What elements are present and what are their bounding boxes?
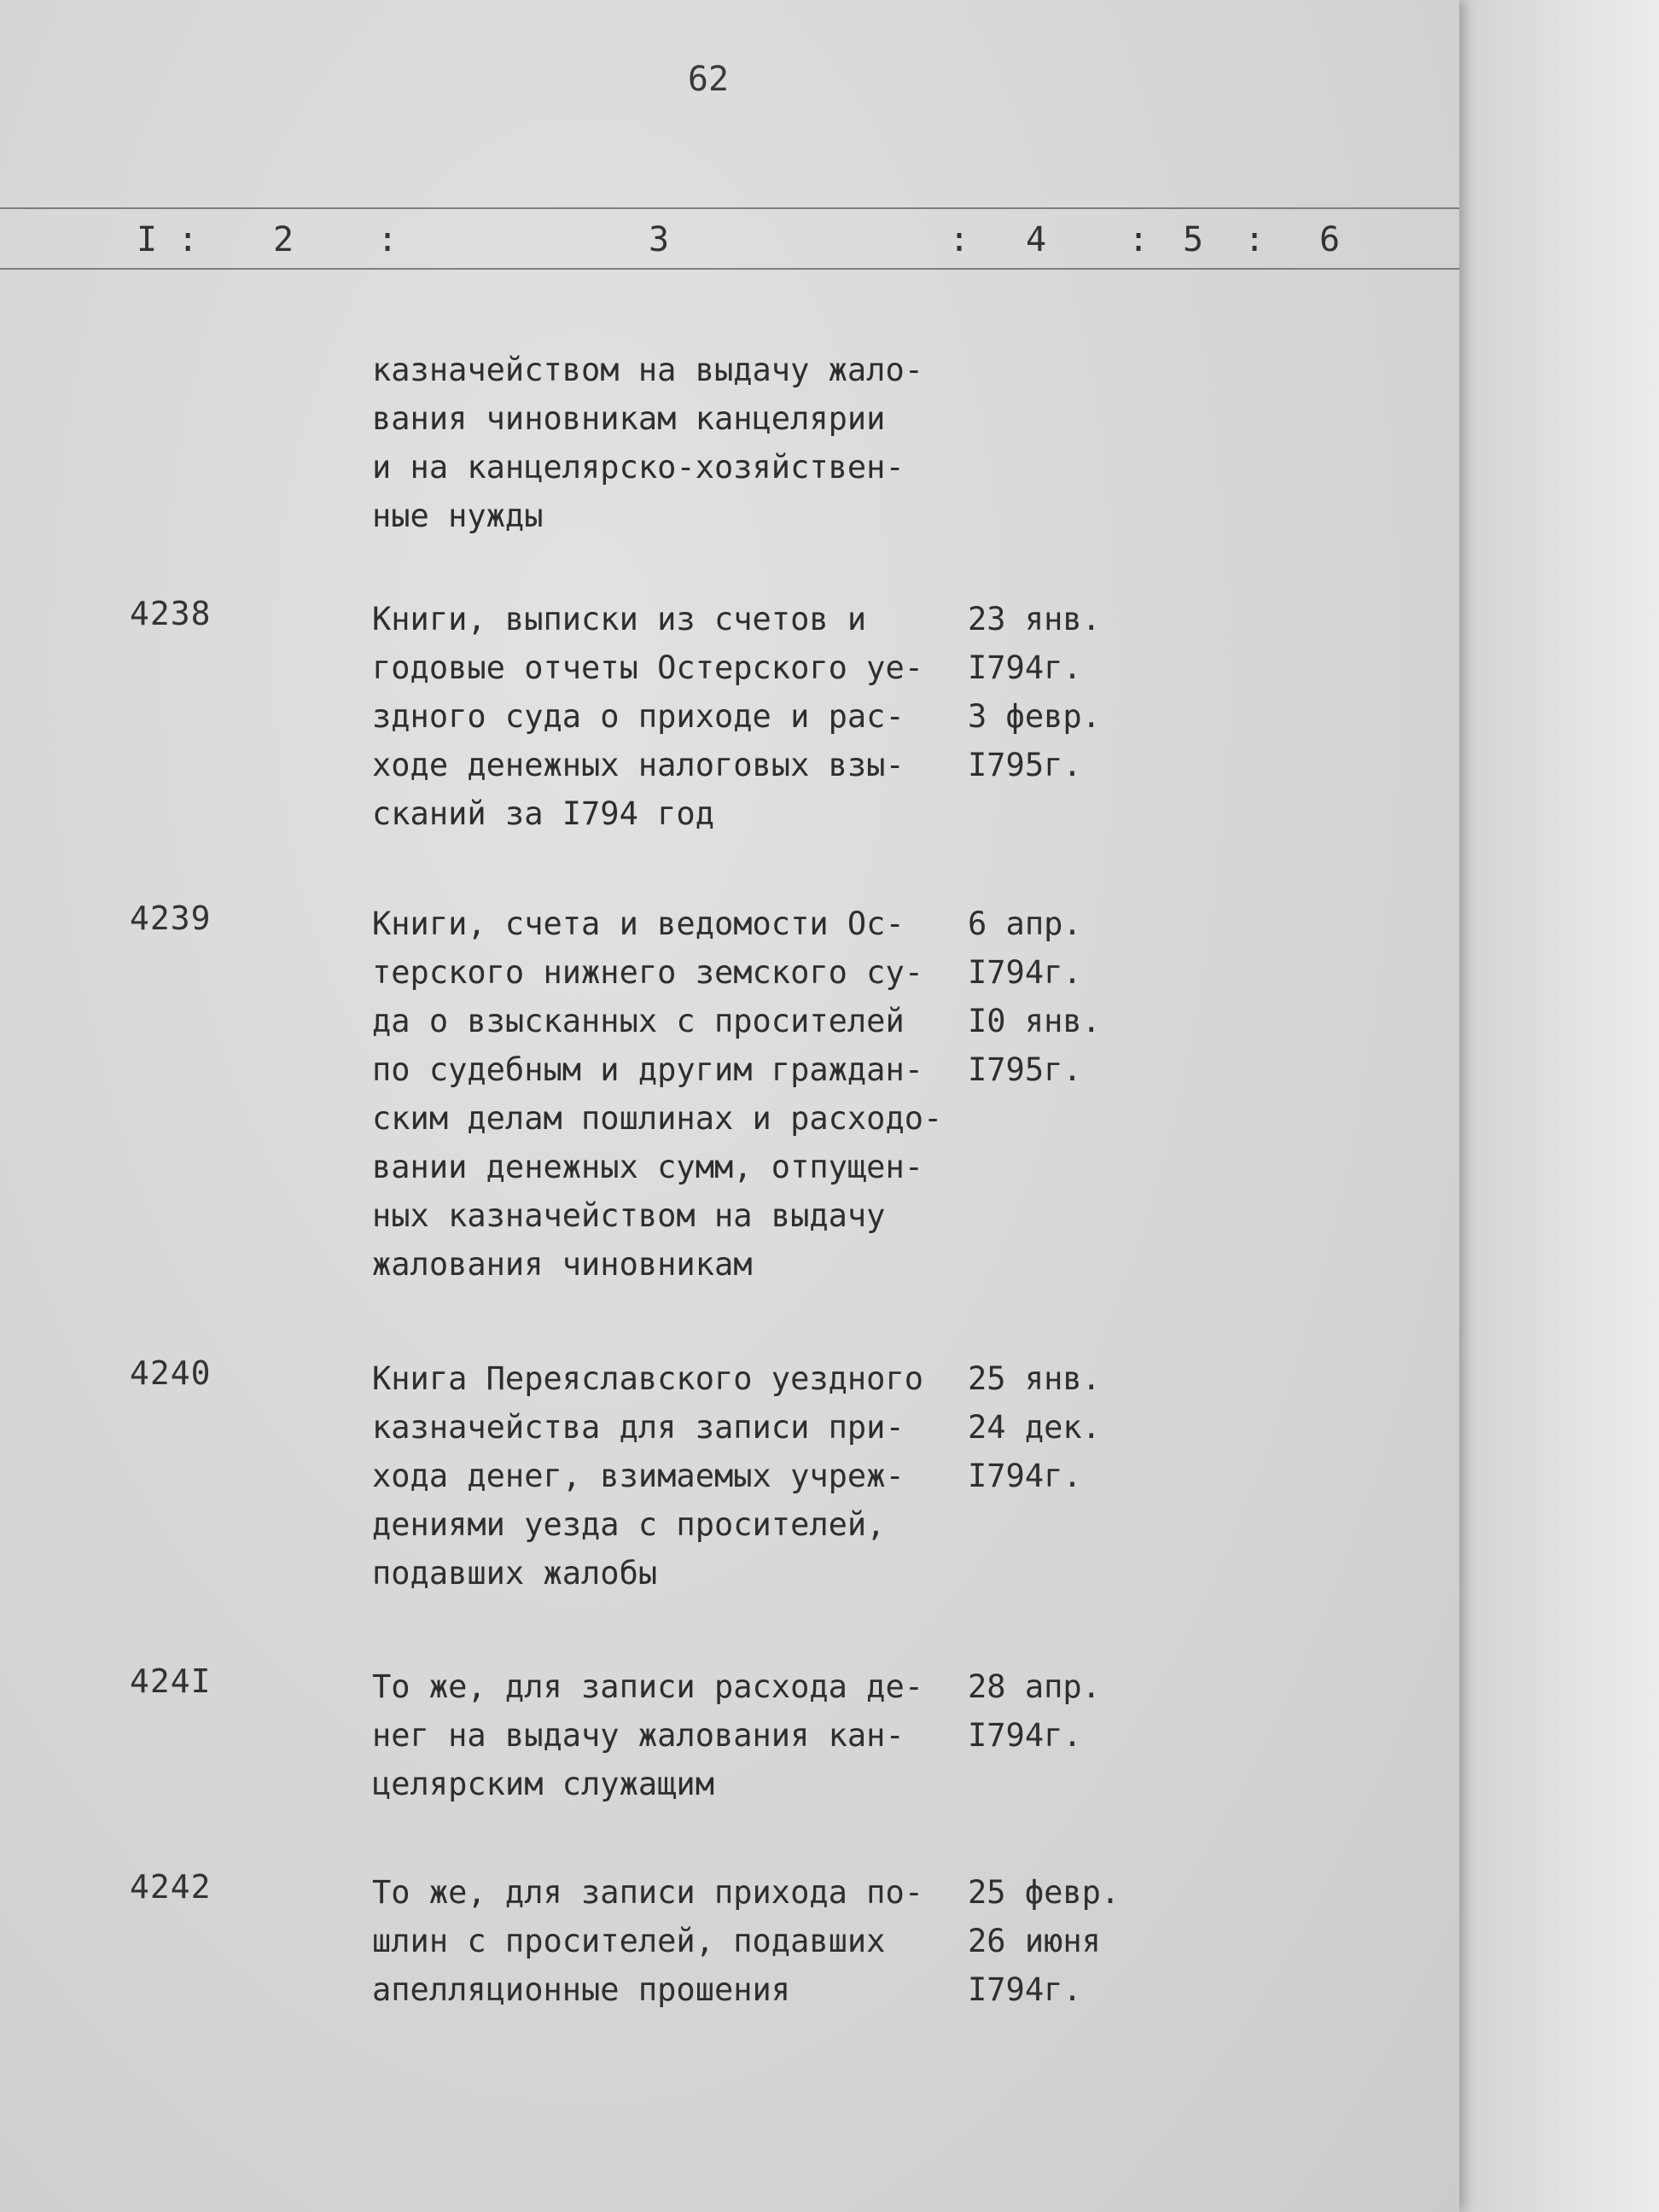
date-line: 23 янв. bbox=[968, 601, 1101, 637]
date-line: I795г. bbox=[968, 747, 1082, 783]
description-line: ходе денежных налоговых взы- bbox=[372, 747, 905, 783]
description-line: жалования чиновникам bbox=[372, 1246, 753, 1283]
description-line: Книги, выписки из счетов и bbox=[372, 601, 867, 637]
description-line: казначейства для записи при- bbox=[372, 1409, 905, 1446]
entry-number: 4240 bbox=[130, 1354, 212, 1392]
description-line: ные нужды bbox=[372, 498, 544, 534]
description-line: ским делам пошлинах и расходо- bbox=[372, 1100, 943, 1137]
header-rule-top bbox=[0, 207, 1459, 209]
column-number-5: 5 bbox=[1183, 220, 1204, 259]
description-line: Книги, счета и ведомости Ос- bbox=[372, 905, 905, 942]
underlying-page bbox=[1434, 0, 1659, 2212]
description-line: ных казначейством на выдачу bbox=[372, 1197, 886, 1234]
column-separator: : bbox=[1244, 220, 1266, 259]
description-line: Книга Переяславского уездного bbox=[372, 1360, 924, 1397]
column-number-4: 4 bbox=[1026, 220, 1047, 259]
description-line: шлин с просителей, подавших bbox=[372, 1923, 886, 1959]
header-rule-bottom bbox=[0, 268, 1459, 270]
entry-description bbox=[372, 1868, 969, 2014]
description-line: казначейством на выдачу жало- bbox=[372, 352, 924, 388]
date-line: 6 апр. bbox=[968, 905, 1082, 942]
date-line: I794г. bbox=[968, 1458, 1082, 1494]
description-line: и на канцелярско-хозяйствен- bbox=[372, 449, 905, 486]
column-separator: : bbox=[949, 220, 970, 259]
date-line: I795г. bbox=[968, 1051, 1082, 1088]
entry-dates bbox=[968, 1354, 1155, 1500]
column-number-3: 3 bbox=[649, 220, 670, 259]
entry-dates bbox=[968, 595, 1155, 789]
page-number: 62 bbox=[687, 60, 730, 99]
date-line: 28 апр. bbox=[968, 1668, 1101, 1705]
date-line: 24 дек. bbox=[968, 1409, 1101, 1446]
description-line: вания чиновникам канцелярии bbox=[372, 400, 886, 437]
description-line: целярским служащим bbox=[372, 1766, 714, 1802]
date-line: I794г. bbox=[968, 1717, 1082, 1754]
date-line: I794г. bbox=[968, 954, 1082, 991]
description-line: вании денежных сумм, отпущен- bbox=[372, 1149, 924, 1185]
description-line: дениями уезда с просителей, bbox=[372, 1506, 886, 1543]
description-line: подавших жалобы bbox=[372, 1555, 658, 1592]
date-line: 3 февр. bbox=[968, 698, 1101, 735]
date-line: I0 янв. bbox=[968, 1003, 1101, 1039]
description-line: То же, для записи прихода по- bbox=[372, 1874, 924, 1911]
description-line: годовые отчеты Остерского уе- bbox=[372, 649, 924, 686]
entry-description bbox=[372, 346, 969, 540]
description-line: по судебным и другим граждан- bbox=[372, 1051, 924, 1088]
entry-description bbox=[372, 1354, 969, 1598]
column-separator: : bbox=[1128, 220, 1150, 259]
entry-number: 4242 bbox=[130, 1868, 212, 1906]
date-line: I794г. bbox=[968, 649, 1082, 686]
description-line: сканий за I794 год bbox=[372, 795, 714, 832]
entry-number: 4238 bbox=[130, 595, 212, 632]
description-line: нег на выдачу жалования кан- bbox=[372, 1717, 905, 1754]
entry-dates bbox=[968, 899, 1155, 1094]
column-separator: : bbox=[377, 220, 399, 259]
column-number-2: 2 bbox=[273, 220, 294, 259]
description-line: То же, для записи расхода де- bbox=[372, 1668, 924, 1705]
column-number-6: 6 bbox=[1319, 220, 1341, 259]
entry-description bbox=[372, 1662, 969, 1808]
description-line: терского нижнего земского су- bbox=[372, 954, 924, 991]
description-line: апелляционные прошения bbox=[372, 1971, 791, 2008]
column-number-1: I : bbox=[137, 220, 199, 259]
entry-dates bbox=[968, 1868, 1155, 2014]
description-line: да о взысканных с просителей bbox=[372, 1003, 905, 1039]
entry-description bbox=[372, 595, 969, 838]
date-line: 26 июня bbox=[968, 1923, 1101, 1959]
entry-number: 424I bbox=[130, 1662, 212, 1700]
date-line: 25 февр. bbox=[968, 1874, 1121, 1911]
description-line: хода денег, взимаемых учреж- bbox=[372, 1458, 905, 1494]
date-line: 25 янв. bbox=[968, 1360, 1101, 1397]
entry-description bbox=[372, 899, 969, 1289]
description-line: здного суда о приходе и рас- bbox=[372, 698, 905, 735]
entry-dates bbox=[968, 1662, 1155, 1760]
date-line: I794г. bbox=[968, 1971, 1082, 2008]
entry-number: 4239 bbox=[130, 899, 212, 937]
